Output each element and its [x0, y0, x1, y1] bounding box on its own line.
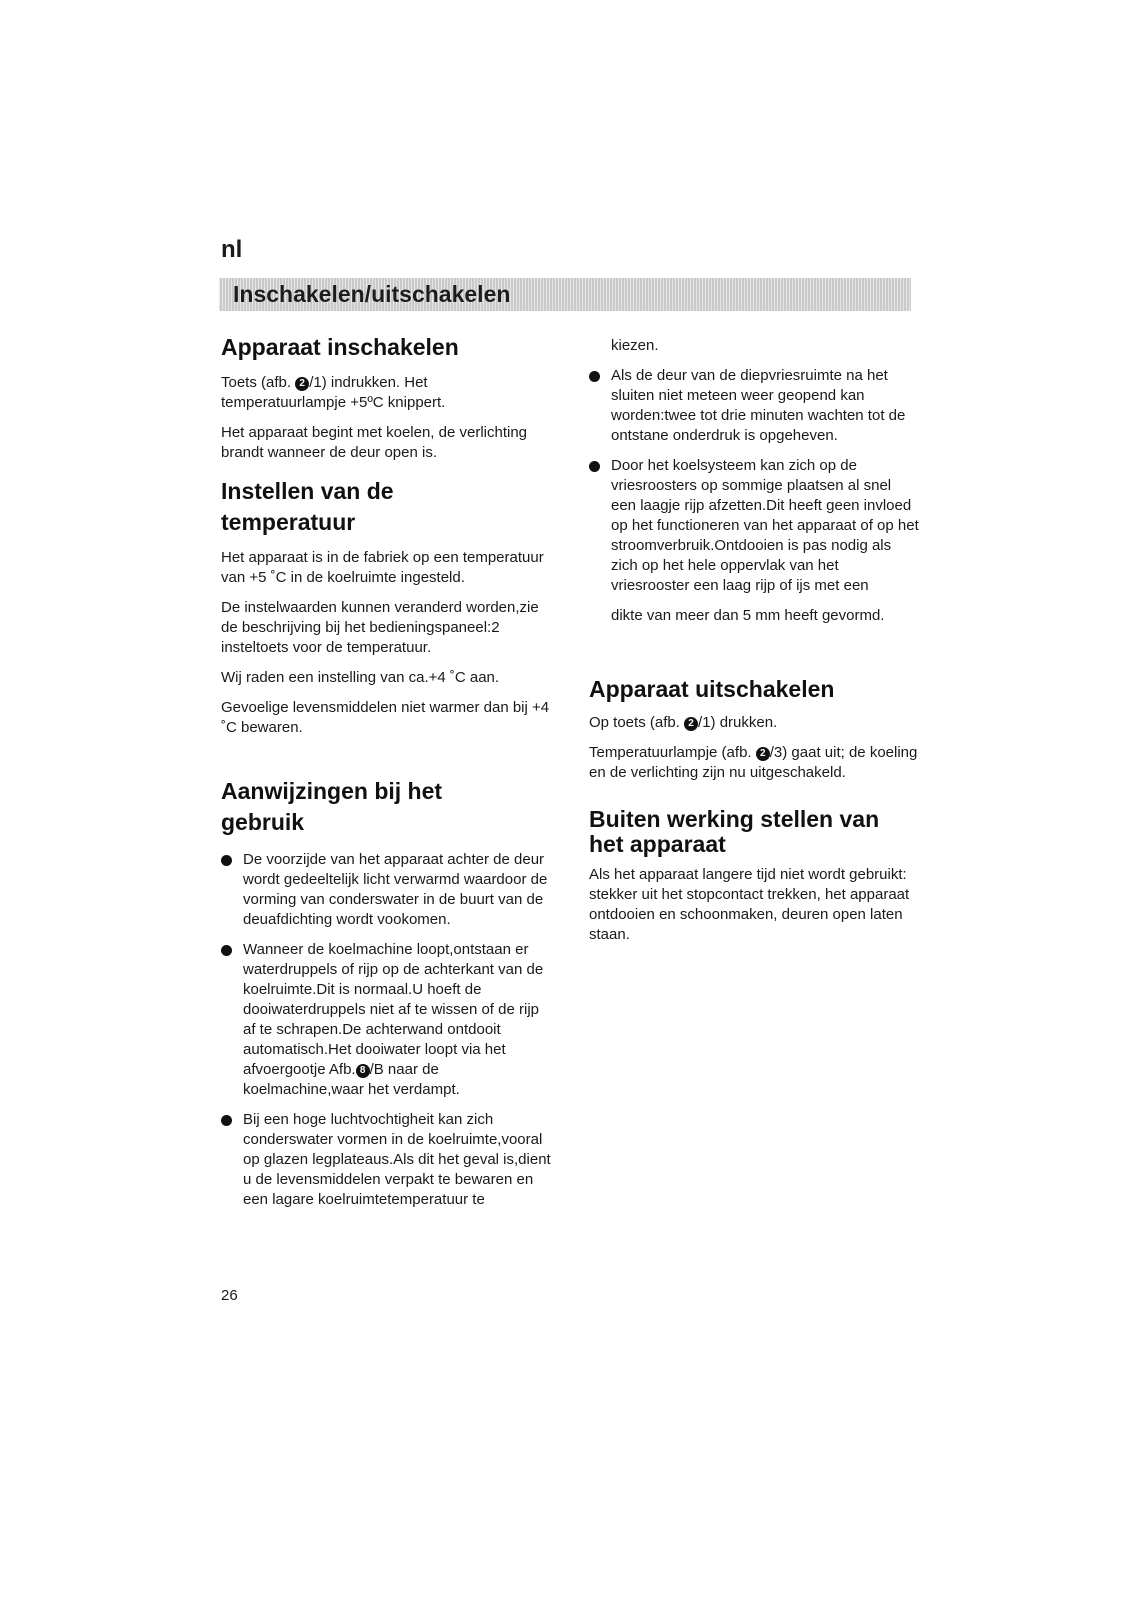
paragraph: Op toets (afb. 2 /1) drukken.	[589, 714, 778, 731]
right-column	[589, 336, 919, 955]
figure-number-icon: 2	[684, 717, 698, 731]
paragraph: Het apparaat begint met koelen, de verlichting brandt wanneer de deur open is.	[221, 424, 528, 461]
list-item: Wanneer de koelmachine loopt,ontstaan er waterdruppels of rijp op de achterkant van de koelruimte.Dit is normaal.U hoeft de dooiwaterdruppels niet af te wissen of de rijp af te schrapen.De achterwand ontdooit automatisch.Het dooiwater loopt via het afvoergootje Afb. 8 /B naar de koelmachine,waar het verdampt.	[221, 940, 551, 1100]
paragraph: Temperatuurlampje (afb. 2 /3) gaat uit; de koeling en de verlichting zijn nu uitgeschakeld.	[589, 744, 918, 781]
figure-number-icon: 8	[356, 1064, 370, 1078]
left-column	[221, 332, 551, 1220]
paragraph-continuation: kiezen.	[611, 337, 659, 354]
list-item-continuation: dikte van meer dan 5 mm heeft gevormd.	[611, 607, 885, 624]
paragraph: Wij raden een instelling van ca.+4 ˚C aan.	[221, 669, 500, 686]
figure-number-icon: 2	[756, 747, 770, 761]
paragraph: Toets (afb. 2 /1) indrukken. Het temperatuurlampje +5ºC knippert.	[221, 374, 446, 411]
paragraph: Als het apparaat langere tijd niet wordt gebruikt: stekker uit het stopcontact trekken, het apparaat ontdooien en schoonmaken, deuren open laten staan.	[589, 866, 910, 943]
list-item: Bij een hoge luchtvochtigheit kan zich conderswater vormen in de koelruimte,vooral op glazen legplateaus.Als dit het geval is,dient u de levensmiddelen verpakt te bewaren en een lagare koelruimtetemperatuur te	[221, 1110, 551, 1210]
heading-aanwijzingen-gebruik: Aanwijzingen bij het gebruik	[221, 778, 443, 835]
bullet-icon	[221, 945, 232, 956]
bullet-icon	[221, 855, 232, 866]
heading-buiten-werking: Buiten werking stellen van het apparaat	[589, 806, 880, 857]
paragraph: Gevoelige levensmiddelen niet warmer dan bij +4 ˚C bewaren.	[221, 699, 550, 736]
bullet-icon	[221, 1115, 232, 1126]
bullet-icon	[589, 461, 600, 472]
heading-apparaat-uitschakelen: Apparaat uitschakelen	[589, 676, 835, 702]
list-item: Als de deur van de diepvriesruimte na het sluiten niet meteen weer geopend kan worden:twee tot drie minuten wachten tot de ontstane onderdruk is opgeheven.	[589, 366, 919, 446]
heading-apparaat-inschakelen: Apparaat inschakelen	[221, 334, 459, 360]
section-banner	[219, 278, 911, 311]
heading-instellen-temperatuur: Instellen van de temperatuur	[221, 478, 394, 535]
page-number: 26	[221, 1287, 238, 1304]
language-code: nl	[221, 236, 243, 263]
section-title: Inschakelen/uitschakelen	[233, 281, 511, 307]
bullet-icon	[589, 371, 600, 382]
paragraph: De instelwaarden kunnen veranderd worden,zie de beschrijving bij het bedieningspaneel:2 insteltoets voor de temperatuur.	[221, 599, 539, 656]
paragraph: Het apparaat is in de fabriek op een temperatuur van +5 ˚C in de koelruimte ingesteld.	[221, 549, 544, 586]
list-item: De voorzijde van het apparaat achter de deur wordt gedeeltelijk licht verwarmd waardoor de vorming van conderswater in de buurt van de deuafdichting wordt vookomen.	[221, 850, 551, 930]
list-item: Door het koelsysteem kan zich op de vriesroosters op sommige plaatsen al snel een laagje rijp afzetten.Dit heeft geen invloed op het functioneren van het apparaat of op het stroomverbruik.Ontdooien is pas nodig als zich op het hele oppervlak van het vriesrooster een laag rijp of ijs met een dikte van meer dan 5 mm heeft gevormd.	[589, 456, 919, 626]
figure-number-icon: 2	[295, 377, 309, 391]
